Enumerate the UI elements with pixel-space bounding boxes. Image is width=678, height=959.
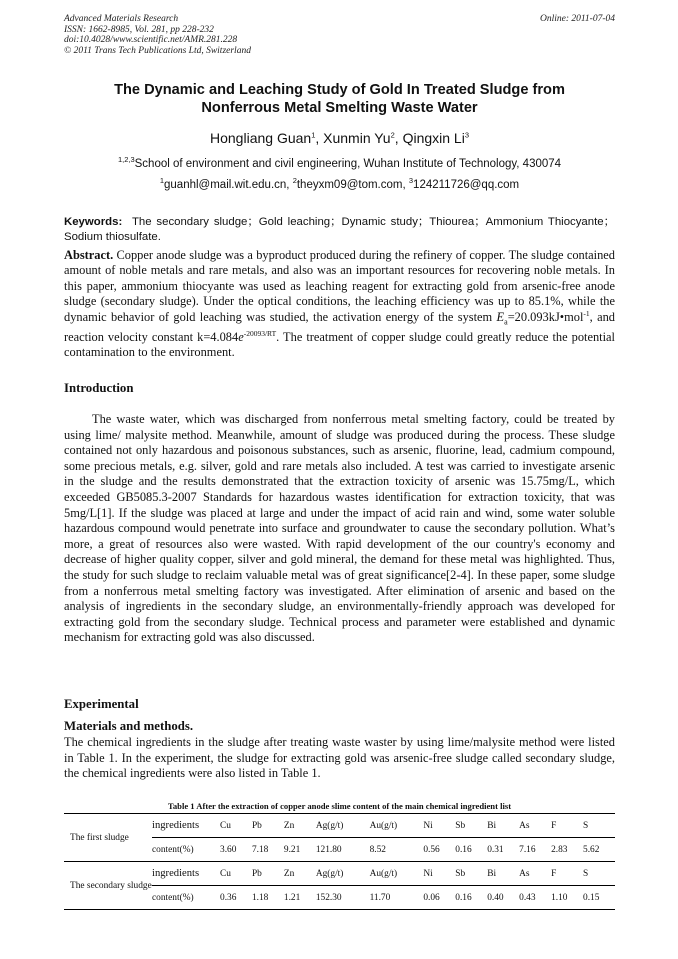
abstract-subscript: a: [504, 317, 508, 327]
table-cell: Cu: [220, 814, 252, 838]
copyright-line: © 2011 Trans Tech Publications Ltd, Switzerland: [64, 45, 251, 56]
table-cell: Zn: [284, 862, 316, 886]
introduction-paragraph: The waste water, which was discharged from nonferrous metal smelting factory, could be treated by using lime/ malysite method. Meanwhile, amount of sludge was produced during the process. These sludge contained not only hazardous and poisonous substances, such as arsenic, fluorine, lead, cadmium compound, some precious metals, e.g. silver, gold and rare metals also included. A test was carried to investigate arsenic in the sludge and the results demonstrated that the extraction toxicity of arsenic was 15.75mg/L, which exceeded GB5085.3-2007 Standards for hazardous wastes identification for extraction toxicity, that was 5mg/L[1]. If the sludge was placed at large and under the impact of acid rain and wind, some water soluble hazardous compound would penetrate into surface and groundwater to cause the secondary pollution. What’s more, a great of resources also were wasted. With rapid development of the our country's economy and decrease of higher quality copper, silver and gold mineral, the demand for these metal was highlighted. Thus, the study for such sludge to reclaim valuable metal was of great significance[2-4]. In these paper, some sludge from a nonferrous metal smelting factory was investigated. After elimination of arsenic and based on the analysis of ingredients in the secondary sludge, an environmentally-friendly approach was developed for extracting gold from the secondary sludge. Technical process and parameter were established and dynamic mechanism for extracting gold was also discussed.: [64, 412, 615, 645]
table-cell: Sb: [455, 862, 487, 886]
table-cell: 121.80: [316, 838, 370, 862]
table-cell: Ag(g/t): [316, 814, 370, 838]
author-name: Hongliang Guan: [210, 130, 312, 146]
table-cell: S: [583, 814, 615, 838]
table-cell: 11.70: [370, 886, 424, 910]
table-cell: As: [519, 862, 551, 886]
materials-methods-heading: Materials and methods.: [64, 719, 194, 733]
abstract-superscript: -20093/RT: [243, 328, 277, 338]
table-cell: ingredients: [152, 814, 220, 838]
abstract-label: Abstract.: [64, 248, 114, 262]
email-sup: 3: [408, 176, 414, 186]
table-cell: Sb: [455, 814, 487, 838]
affiliation-text: School of environment and civil engineering, Wuhan Institute of Technology, 430074: [134, 158, 562, 170]
abstract-text: . The treatment of copper sludge could greatly reduce the potential contamination to the environment.: [64, 329, 615, 359]
table-cell: Bi: [487, 814, 519, 838]
table-cell: 0.36: [220, 886, 252, 910]
table-cell: 0.06: [423, 886, 455, 910]
paper-title: [64, 81, 615, 117]
abstract-text: Copper anode sludge was a byproduct produced during the refinery of copper. The sludge contained amount of noble metals and rare metals, and also was an important resources for recovering noble metals. In this paper, ammonium thiocyante was used as leaching reagent for extracting gold from arsenic-free anode sludge (secondary sludge). Under the optical conditions, the leaching efficiency was up to 85.1%, while the dynamic behavior of gold leaching was studied, the activation energy of the system: [64, 248, 615, 324]
table-cell: content(%): [152, 838, 220, 862]
table-cell: Cu: [220, 862, 252, 886]
author-name: Xunmin Yu: [323, 130, 391, 146]
table-cell: 3.60: [220, 838, 252, 862]
ingredients-table: [64, 813, 615, 910]
table-cell: Zn: [284, 814, 316, 838]
keywords-label: Keywords:: [64, 216, 123, 228]
materials-methods-paragraph: The chemical ingredients in the sludge after treating waste waster by using lime/malysite method were listed in Table 1. In the experiment, the sludge for extracting gold was arsenic-free sludge called secondary sludge, the chemical ingredients were also listed in Table 1.: [64, 735, 615, 781]
table-caption: Table 1 After the extraction of copper anode slime content of the main chemical ingredient list: [167, 801, 512, 811]
table-cell: 0.15: [583, 886, 615, 910]
table-cell: As: [519, 814, 551, 838]
abstract-symbol: E: [496, 309, 505, 324]
table-cell: 1.18: [252, 886, 284, 910]
table-cell: 5.62: [583, 838, 615, 862]
email-link[interactable]: 124211726@qq.com: [413, 179, 520, 191]
issn-line: ISSN: 1662-8985, Vol. 281, pp 228-232: [64, 24, 214, 35]
table-cell: 0.43: [519, 886, 551, 910]
abstract-superscript: -1: [583, 308, 590, 318]
affiliation-sup: 1,2,3: [117, 155, 135, 165]
table-cell: 152.30: [316, 886, 370, 910]
table-cell: 2.83: [551, 838, 583, 862]
table-cell: 1.21: [284, 886, 316, 910]
affiliation: [64, 157, 615, 171]
table-cell: content(%): [152, 886, 220, 910]
table-cell: 1.10: [551, 886, 583, 910]
table-cell: F: [551, 814, 583, 838]
table-cell: 7.16: [519, 838, 551, 862]
table-cell: 0.16: [455, 838, 487, 862]
experimental-heading: Experimental: [64, 697, 139, 711]
row-group-label: The first sludge: [64, 814, 152, 862]
table-cell: Pb: [252, 862, 284, 886]
table-cell: 0.56: [423, 838, 455, 862]
table-cell: 0.40: [487, 886, 519, 910]
journal-header: [64, 14, 615, 56]
abstract-symbol: e: [238, 329, 244, 344]
abstract-section: [64, 248, 615, 360]
table-cell: Ni: [423, 862, 455, 886]
author-name: Qingxin Li: [402, 130, 465, 146]
keywords-section: [64, 215, 615, 245]
email-separator: ,: [402, 179, 409, 191]
title-line-1: The Dynamic and Leaching Study of Gold In Treated Sludge from: [114, 82, 565, 98]
keywords-text: The secondary sludge；Gold leaching；Dynamic study；Thiourea；Ammonium Thiocyante；Sodium thiosulfate.: [64, 216, 615, 243]
email-sup: 1: [159, 176, 165, 186]
online-date: Online: 2011-07-04: [539, 14, 615, 24]
title-line-2: Nonferrous Metal Smelting Waste Water: [201, 100, 478, 116]
table-cell: 0.31: [487, 838, 519, 862]
table-cell: 8.52: [370, 838, 424, 862]
email-sup: 2: [292, 176, 297, 186]
table-cell: 0.16: [455, 886, 487, 910]
table-cell: Au(g/t): [370, 814, 424, 838]
table-row: [64, 814, 615, 838]
table-cell: F: [551, 862, 583, 886]
table-row: [64, 862, 615, 886]
table-cell: Ag(g/t): [316, 862, 370, 886]
table-cell: Ni: [423, 814, 455, 838]
author-list: [64, 130, 615, 146]
email-list: [64, 178, 615, 192]
table-cell: S: [583, 862, 615, 886]
email-separator: ,: [286, 179, 293, 191]
author-separator: ,: [315, 130, 324, 146]
table-cell: 7.18: [252, 838, 284, 862]
author-sup: 2: [390, 130, 395, 140]
row-group-label: The secondary sludge: [64, 862, 152, 910]
introduction-heading: Introduction: [64, 381, 134, 395]
table-cell: ingredients: [152, 862, 220, 886]
table-cell: Pb: [252, 814, 284, 838]
author-sup: 1: [311, 130, 316, 140]
table-cell: Au(g/t): [370, 862, 424, 886]
abstract-text: , and reaction velocity constant k=4.084: [64, 309, 615, 344]
journal-name: Advanced Materials Research: [64, 14, 179, 24]
author-sup: 3: [464, 130, 469, 140]
abstract-text: =20.093kJ•mol: [507, 309, 584, 324]
doi-line: doi:10.4028/www.scientific.net/AMR.281.228: [64, 35, 238, 45]
table-cell: 9.21: [284, 838, 316, 862]
author-separator: ,: [394, 130, 403, 146]
email-link[interactable]: theyxm09@tom.com: [296, 179, 403, 191]
table-cell: Bi: [487, 862, 519, 886]
email-link[interactable]: guanhl@mail.wit.edu.cn: [164, 179, 287, 191]
